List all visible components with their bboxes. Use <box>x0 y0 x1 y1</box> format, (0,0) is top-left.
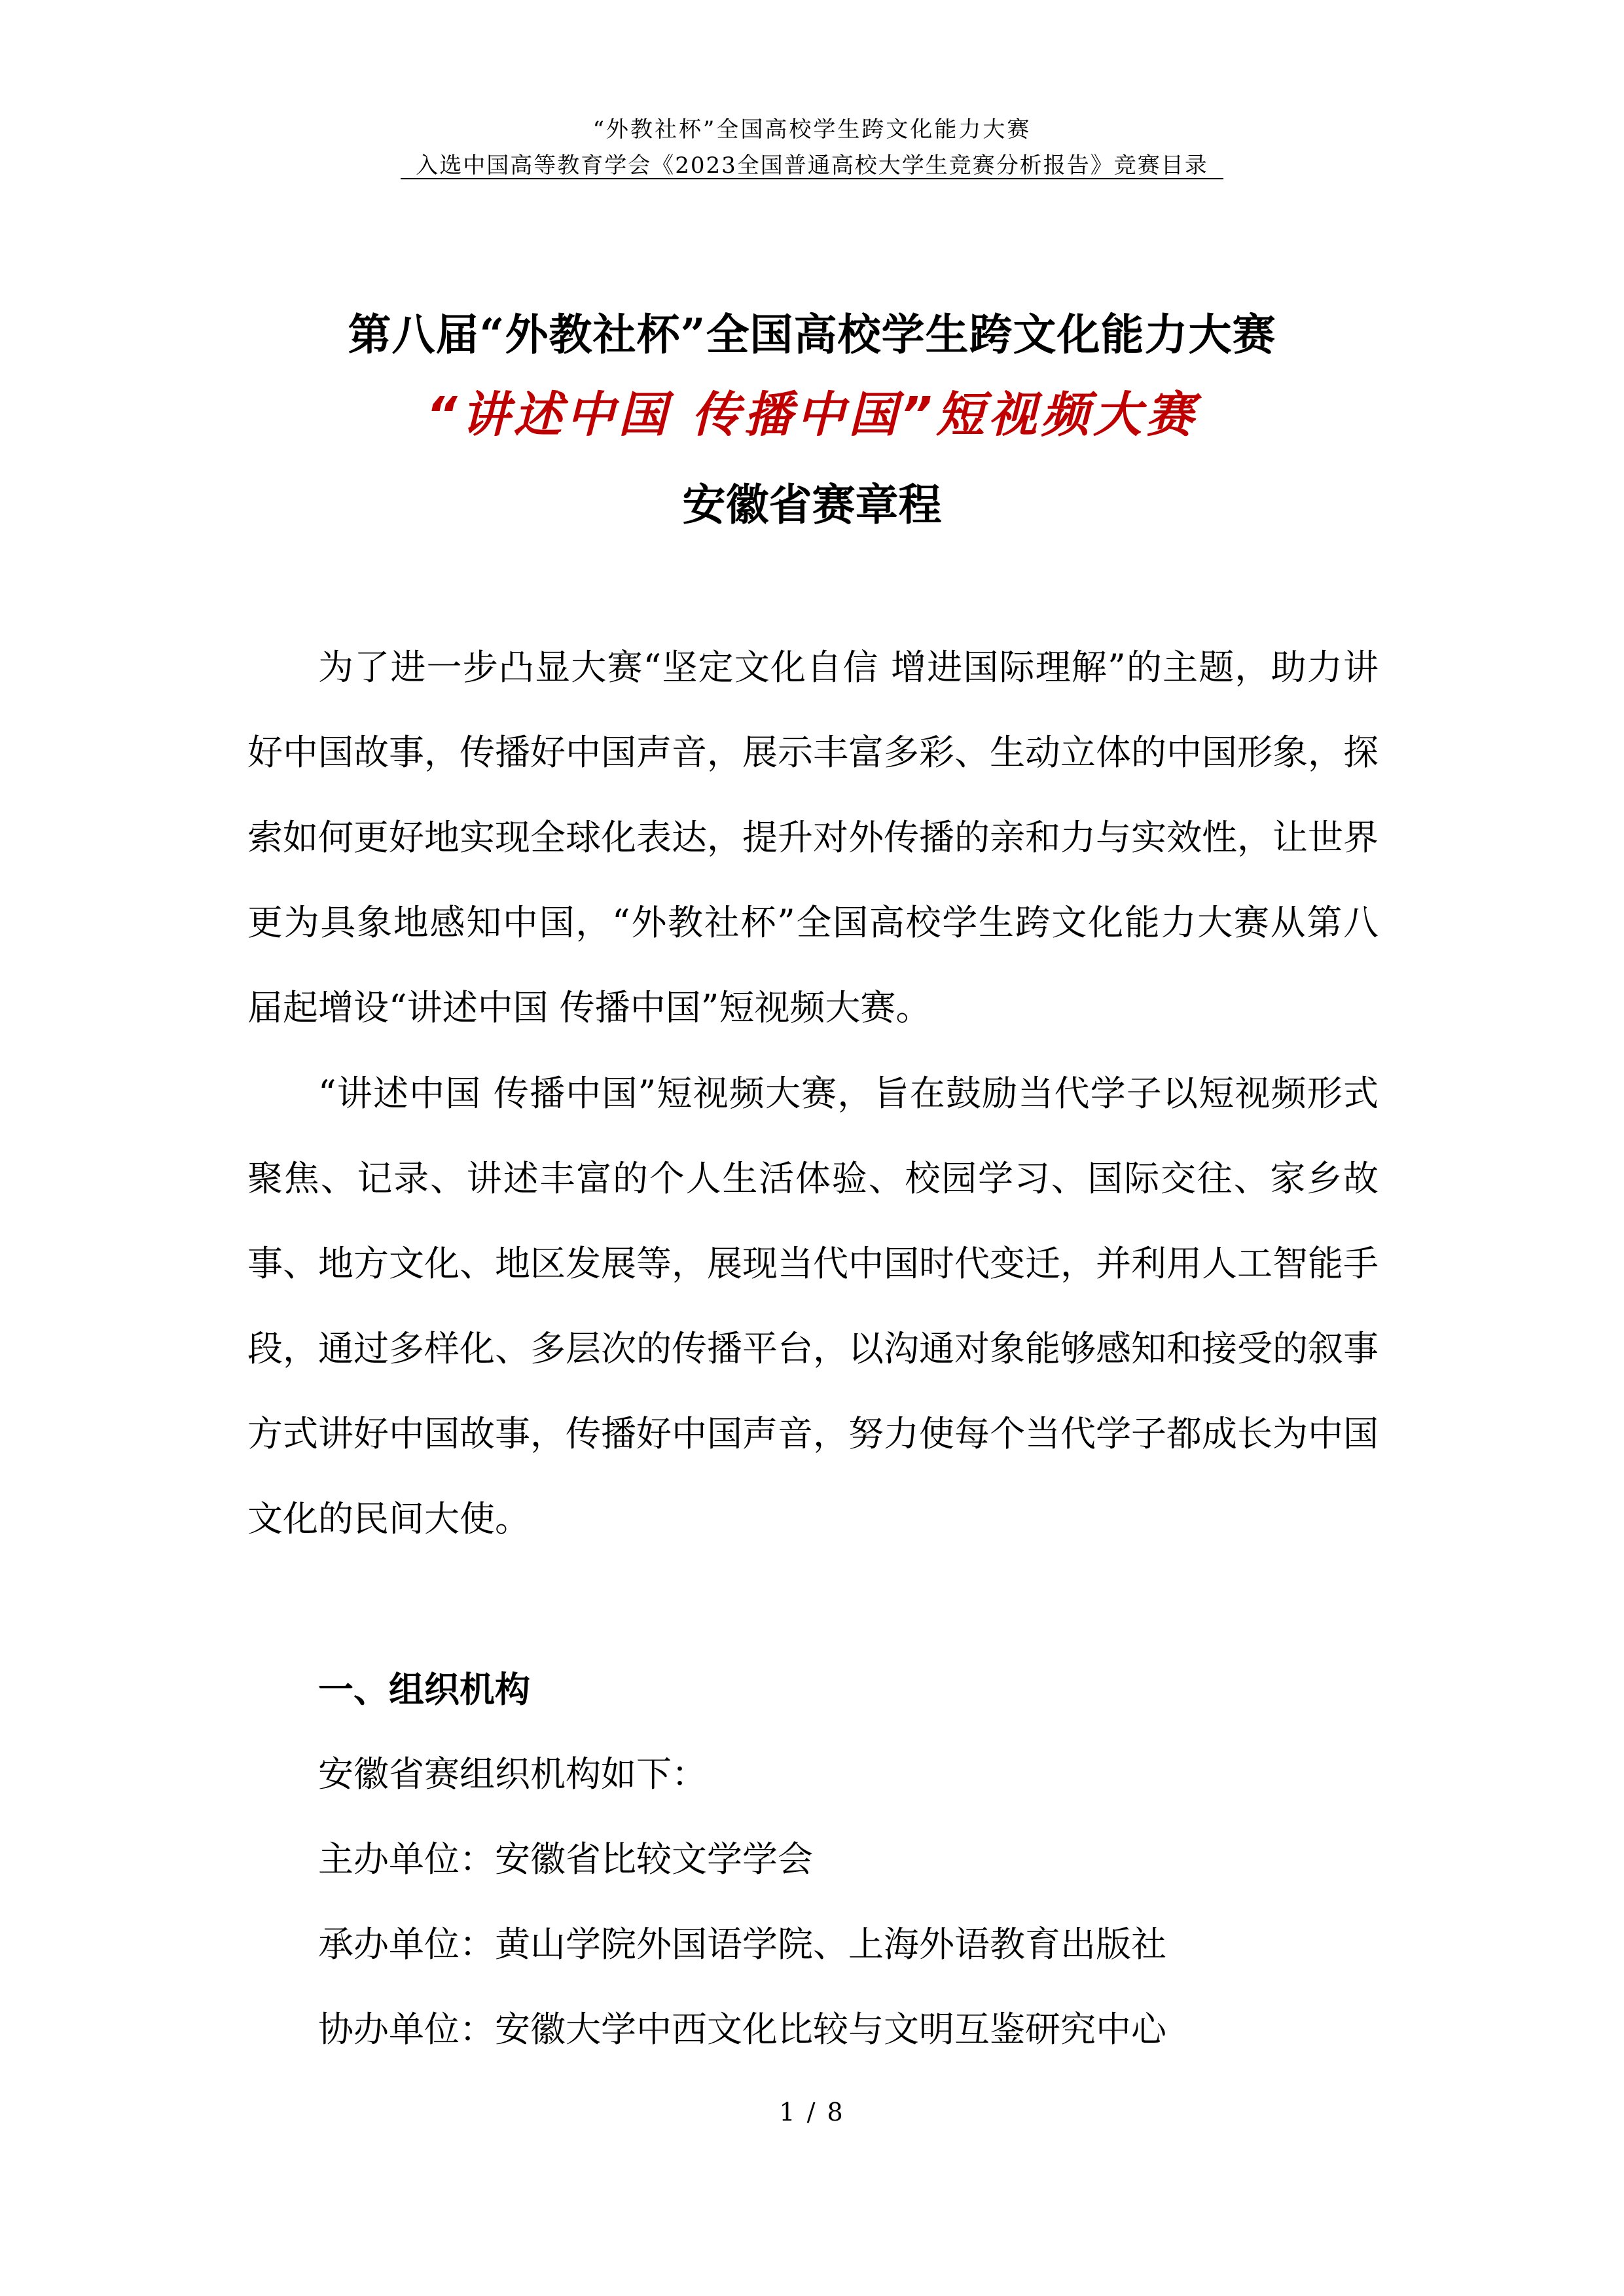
document-type-title: 安徽省赛章程 <box>682 479 942 530</box>
body-paragraph: 为了进一步凸显大赛“坚定文化自信 增进国际理解”的主题，助力讲好中国故事，传播好中国声音，展示丰富多彩、生动立体的中国形象，探索如何更好地实现全球化表达，提升对外传播的亲和力与实效性，让世界更为具象地感知中国，“外教社杯”全国高校学生跨文化能力大赛从第八届起增设“讲述中国 传播中国”短视频大赛。 <box>247 647 1379 1028</box>
header-rule <box>401 178 1223 179</box>
section-intro: 安徽省赛组织机构如下： <box>318 1753 707 1795</box>
document-title: 第八届“外教社杯”全国高校学生跨文化能力大赛 <box>348 309 1276 360</box>
body-paragraph: “讲述中国 传播中国”短视频大赛，旨在鼓励当代学子以短视频形式聚焦、记录、讲述丰富的个人生活体验、校园学习、国际交往、家乡故事、地方文化、地区发展等，展现当代中国时代变迁，并利用人工智能手段，通过多样化、多层次的传播平台，以沟通对象能够感知和接受的叙事方式讲好中国故事，传播好中国声音，努力使每个当代学子都成长为中国文化的民间大使。 <box>247 1073 1379 1539</box>
organizer-line: 协办单位：安徽大学中西文化比较与文明互鉴研究中心 <box>318 2009 1166 2050</box>
page-number: 1 / 8 <box>779 2098 845 2126</box>
running-header-line1: “外教社杯”全国高校学生跨文化能力大赛 <box>592 117 1032 143</box>
running-header-line2: 入选中国高等教育学会《2023全国普通高校大学生竞赛分析报告》竞赛目录 <box>416 152 1208 179</box>
document-subtitle: “讲述中国 传播中国”短视频大赛 <box>425 387 1199 443</box>
organizer-line: 主办单位：安徽省比较文学学会 <box>318 1839 813 1880</box>
section-heading: 一、组织机构 <box>318 1668 530 1710</box>
organizer-line: 承办单位：黄山学院外国语学院、上海外语教育出版社 <box>318 1924 1166 1965</box>
